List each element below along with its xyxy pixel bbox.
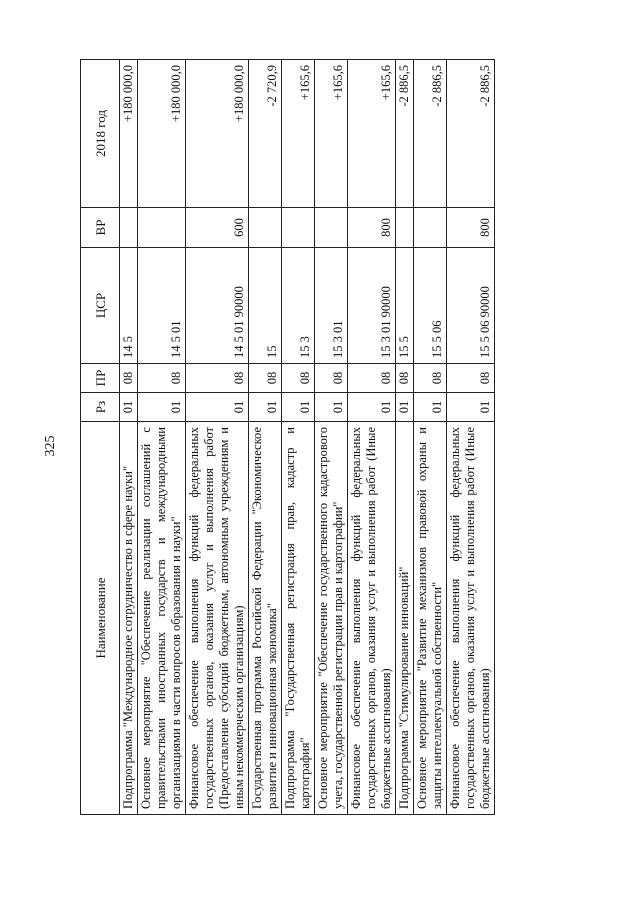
cell-vr	[396, 208, 414, 248]
table-row	[414, 60, 447, 815]
table-row	[138, 60, 186, 815]
cell-pr: 08	[138, 364, 186, 393]
header-rz: Рз	[81, 393, 120, 422]
cell-pr: 08	[414, 364, 447, 393]
page-number: 325	[43, 435, 58, 457]
cell-pr: 08	[447, 364, 495, 393]
cell-rz: 01	[186, 393, 249, 422]
cell-vr: 800	[447, 208, 495, 248]
table-row	[348, 60, 396, 815]
cell-name: Государственная программа Российской Федерации "Экономическое развитие и инновационная экономика"	[249, 422, 282, 815]
cell-rz: 01	[138, 393, 186, 422]
cell-csr: 15 5 06	[414, 248, 447, 364]
cell-name: Основное мероприятие "Развитие механизмов правовой охраны и защиты интеллектуальной собственности"	[414, 422, 447, 815]
cell-amount: +180 000,0	[186, 60, 249, 208]
cell-vr	[120, 208, 138, 248]
cell-pr: 08	[249, 364, 282, 393]
cell-csr: 15 3 01	[315, 248, 348, 364]
cell-pr: 08	[396, 364, 414, 393]
cell-vr: 600	[186, 208, 249, 248]
cell-csr: 15 5	[396, 248, 414, 364]
table-row	[186, 60, 249, 815]
table-row	[249, 60, 282, 815]
cell-name: Финансовое обеспечение выполнения функций федеральных государственных органов, оказания услуг и выполнения работ (Иные бюджетные ассигнования)	[447, 422, 495, 815]
cell-csr: 15 5 06 90000	[447, 248, 495, 364]
table-row	[396, 60, 414, 815]
header-vr: ВР	[81, 208, 120, 248]
cell-amount: +180 000,0	[138, 60, 186, 208]
table-header-row	[81, 60, 120, 815]
cell-name: Основное мероприятие "Обеспечение реализации соглашений с правительствами иностранных государств и международными организациями в части вопросов образования и науки"	[138, 422, 186, 815]
cell-rz: 01	[249, 393, 282, 422]
table-row	[282, 60, 315, 815]
table-row	[315, 60, 348, 815]
budget-table-rotated	[80, 60, 570, 815]
budget-table	[80, 59, 495, 815]
cell-vr	[249, 208, 282, 248]
cell-amount: -2 720,9	[249, 60, 282, 208]
cell-csr: 14 5 01 90000	[186, 248, 249, 364]
cell-csr: 14 5 01	[138, 248, 186, 364]
cell-name: Финансовое обеспечение выполнения функций федеральных государственных органов, оказания услуг и выполнения работ (Иные бюджетные ассигнования)	[348, 422, 396, 815]
cell-rz: 01	[396, 393, 414, 422]
cell-amount: -2 886,5	[414, 60, 447, 208]
cell-amount: +165,6	[315, 60, 348, 208]
cell-rz: 01	[315, 393, 348, 422]
cell-pr: 08	[120, 364, 138, 393]
cell-pr: 08	[282, 364, 315, 393]
table-row	[447, 60, 495, 815]
cell-name: Подпрограмма "Международное сотрудничество в сфере науки"	[120, 422, 138, 815]
cell-name: Подпрограмма "Стимулирование инноваций"	[396, 422, 414, 815]
cell-csr: 15 3	[282, 248, 315, 364]
header-name: Наименование	[81, 422, 120, 815]
table-body	[120, 60, 495, 815]
header-pr: ПР	[81, 364, 120, 393]
cell-name: Основное мероприятие "Обеспечение государственного кадастрового учета, государственной регистрации прав и картографии"	[315, 422, 348, 815]
cell-pr: 08	[186, 364, 249, 393]
cell-csr: 14 5	[120, 248, 138, 364]
cell-name: Финансовое обеспечение выполнения функций федеральных государственных органов, оказания услуг и выполнения работ (Предоставление субсидий бюджетным, автономным учреждениям и иным некоммерческим организациям)	[186, 422, 249, 815]
header-year: 2018 год	[81, 60, 120, 208]
cell-vr	[315, 208, 348, 248]
cell-amount: -2 886,5	[447, 60, 495, 208]
cell-vr	[138, 208, 186, 248]
cell-vr	[414, 208, 447, 248]
cell-amount: -2 886,5	[396, 60, 414, 208]
cell-amount: +180 000,0	[120, 60, 138, 208]
cell-pr: 08	[315, 364, 348, 393]
cell-rz: 01	[414, 393, 447, 422]
cell-csr: 15	[249, 248, 282, 364]
cell-csr: 15 3 01 90000	[348, 248, 396, 364]
cell-amount: +165,6	[282, 60, 315, 208]
table-row	[120, 60, 138, 815]
cell-amount: +165,6	[348, 60, 396, 208]
cell-name: Подпрограмма "Государственная регистрация прав, кадастр и картография"	[282, 422, 315, 815]
cell-rz: 01	[120, 393, 138, 422]
cell-rz: 01	[282, 393, 315, 422]
cell-rz: 01	[447, 393, 495, 422]
cell-rz: 01	[348, 393, 396, 422]
cell-vr: 800	[348, 208, 396, 248]
cell-pr: 08	[348, 364, 396, 393]
cell-vr	[282, 208, 315, 248]
header-csr: ЦСР	[81, 248, 120, 364]
